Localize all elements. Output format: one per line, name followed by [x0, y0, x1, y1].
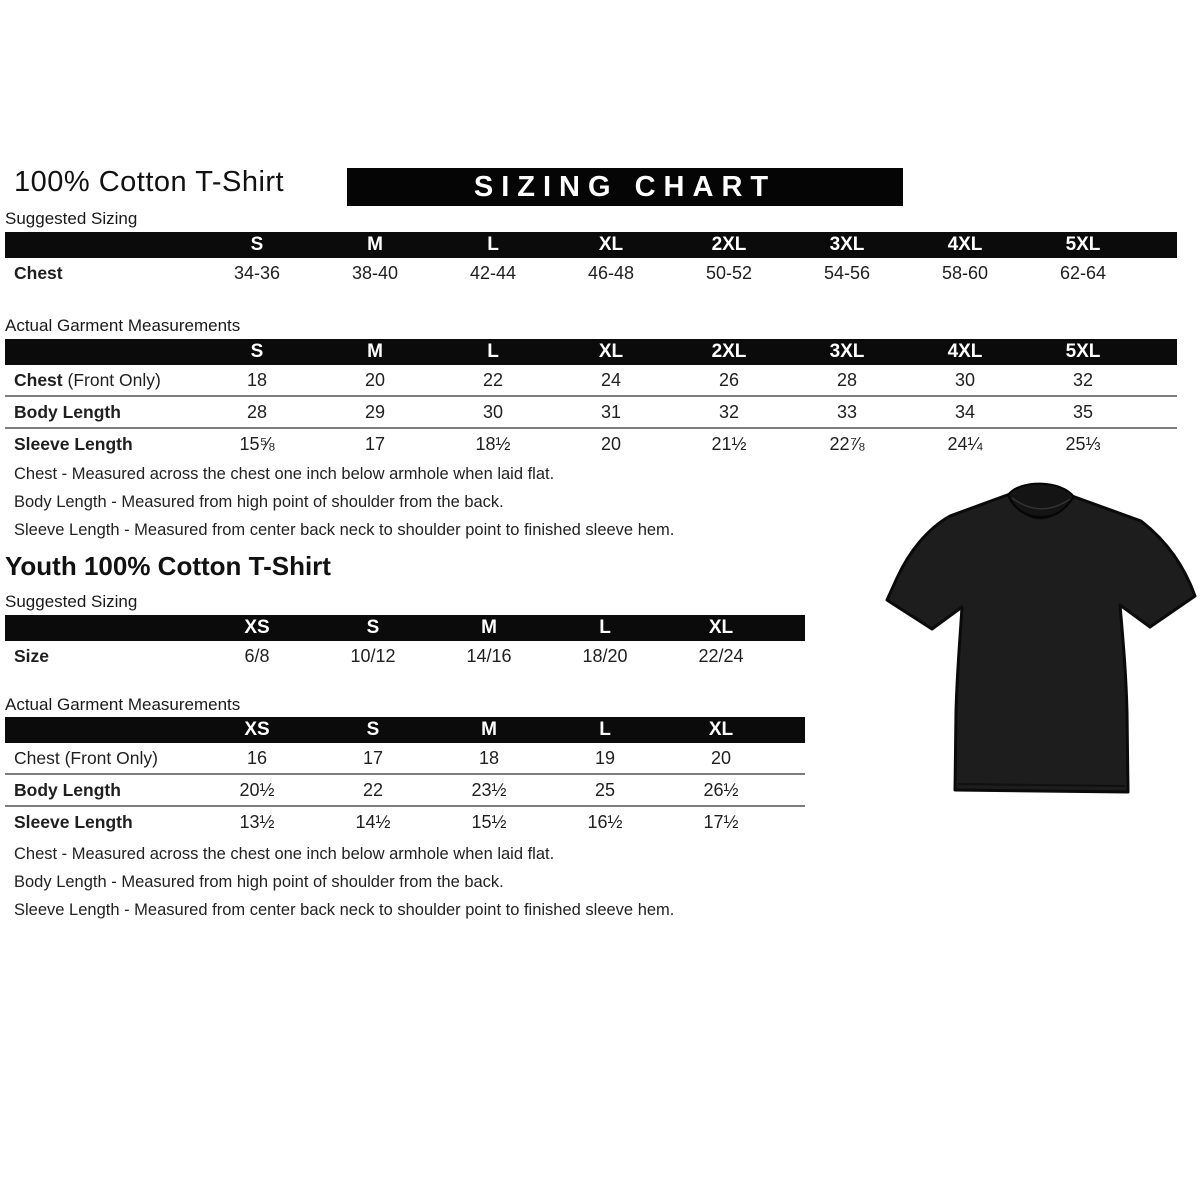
- size-col-header: XL: [552, 232, 670, 258]
- measurement-cell: 24: [600, 369, 622, 390]
- measurement-cell: 30: [954, 369, 976, 390]
- measurement-cell: 15½: [431, 806, 547, 837]
- measurement-cell: 17½: [663, 806, 779, 837]
- youth-section-title: Youth 100% Cotton T-Shirt: [5, 551, 331, 581]
- measurement-cell: 28: [836, 369, 858, 390]
- page-title: 100% Cotton T-Shirt: [14, 166, 285, 198]
- size-col-header: S: [198, 232, 316, 258]
- measurement-cell: 21½: [670, 428, 788, 459]
- size-header-empty: [5, 339, 198, 365]
- row-spacer: [779, 641, 805, 671]
- size-col-header: 5XL: [1024, 232, 1142, 258]
- measurement-cell: 20: [552, 428, 670, 459]
- measurement-cell: 18: [246, 369, 268, 390]
- row-label: [5, 396, 198, 428]
- table-row: [5, 806, 805, 837]
- row-label: [5, 774, 199, 806]
- size-col-header: 3XL: [788, 232, 906, 258]
- measurement-cell: 22/24: [698, 645, 744, 666]
- size-header-empty: [5, 717, 199, 743]
- tshirt-body: [887, 494, 1195, 792]
- measurement-cell: 58-60: [941, 262, 989, 283]
- youth-suggested-table: [5, 615, 805, 671]
- measurement-cell: 15⅝: [198, 428, 316, 459]
- measurement-cell: 22⅞: [788, 428, 906, 459]
- size-col-header: M: [316, 232, 434, 258]
- size-col-header: 2XL: [670, 232, 788, 258]
- adult-actual-table: [5, 339, 1177, 459]
- size-header-row: [5, 232, 1177, 258]
- sizing-chart-banner: [347, 168, 903, 206]
- size-col-header: L: [547, 717, 663, 743]
- size-header-spacer: [779, 615, 805, 641]
- table-row: [5, 641, 805, 671]
- measurement-cell: 46-48: [587, 262, 635, 283]
- measurement-cell: 18/20: [582, 645, 628, 666]
- size-header-row: [5, 615, 805, 641]
- measurement-cell: 26: [718, 369, 740, 390]
- size-col-header: M: [316, 339, 434, 365]
- measurement-cell: 17: [316, 428, 434, 459]
- table-row: [5, 365, 1177, 396]
- row-label-text: Chest: [14, 262, 63, 283]
- row-spacer: [779, 743, 805, 774]
- size-col-header: S: [198, 339, 316, 365]
- size-col-header: 3XL: [788, 339, 906, 365]
- row-label: [5, 806, 199, 837]
- note-line: Body Length - Measured from high point of shoulder from the back.: [14, 493, 504, 511]
- measurement-cell: 35: [1024, 396, 1142, 428]
- size-col-header: XS: [199, 717, 315, 743]
- measurement-cell: 22: [482, 369, 504, 390]
- size-col-header: XL: [552, 339, 670, 365]
- table-row: [5, 428, 1177, 459]
- youth-actual-table: [5, 717, 805, 837]
- youth-measurement-notes: [14, 845, 674, 929]
- measurement-cell: 30: [434, 396, 552, 428]
- youth-actual-heading: Actual Garment Measurements: [5, 695, 241, 714]
- measurement-cell: 18: [478, 747, 500, 768]
- measurement-cell: 31: [552, 396, 670, 428]
- row-label-note: (Front Only): [67, 369, 161, 390]
- row-spacer: [779, 806, 805, 837]
- size-col-header: M: [431, 615, 547, 641]
- adult-actual-heading: Actual Garment Measurements: [5, 316, 241, 335]
- row-label: [5, 428, 198, 459]
- table-row: [5, 258, 1177, 288]
- note-line: Sleeve Length - Measured from center back neck to shoulder point to finished sleeve hem.: [14, 901, 675, 919]
- size-header-spacer: [779, 717, 805, 743]
- size-header-empty: [5, 615, 199, 641]
- measurement-cell: 34-36: [233, 262, 281, 283]
- measurement-cell: 54-56: [823, 262, 871, 283]
- tshirt-photo: [882, 472, 1200, 810]
- note-line: Sleeve Length - Measured from center back neck to shoulder point to finished sleeve hem.: [14, 521, 675, 539]
- adult-suggested-heading: Suggested Sizing: [5, 209, 138, 228]
- row-spacer: [1142, 396, 1177, 428]
- row-spacer: [1142, 428, 1177, 459]
- measurement-cell: 50-52: [705, 262, 753, 283]
- size-col-header: 2XL: [670, 339, 788, 365]
- size-col-header: L: [434, 232, 552, 258]
- measurement-cell: 20: [710, 747, 732, 768]
- youth-suggested-heading: Suggested Sizing: [5, 592, 138, 611]
- measurement-cell: 16½: [547, 806, 663, 837]
- tshirt-graphic: [882, 472, 1200, 810]
- row-label-text: Body Length: [14, 779, 121, 800]
- adult-measurement-notes: [14, 465, 674, 549]
- sizing-chart-banner-label: SIZING CHART: [473, 170, 777, 203]
- size-col-header: S: [315, 615, 431, 641]
- measurement-cell: 23½: [431, 774, 547, 806]
- table-row: [5, 743, 805, 774]
- size-header-spacer: [1142, 232, 1177, 258]
- row-label-text: Body Length: [14, 401, 121, 422]
- row-label-text: Chest: [14, 747, 60, 768]
- row-spacer: [1142, 258, 1177, 288]
- measurement-cell: 32: [670, 396, 788, 428]
- measurement-cell: 62-64: [1059, 262, 1107, 283]
- size-col-header: S: [315, 717, 431, 743]
- row-label-text: Sleeve Length: [14, 433, 133, 454]
- measurement-cell: 20½: [199, 774, 315, 806]
- measurement-cell: 16: [246, 747, 268, 768]
- measurement-cell: 18½: [434, 428, 552, 459]
- size-col-header: XL: [663, 717, 779, 743]
- measurement-cell: 22: [315, 774, 431, 806]
- row-label-text: Size: [14, 645, 50, 666]
- row-label-text: Chest: [14, 369, 63, 390]
- size-col-header: M: [431, 717, 547, 743]
- row-label: [5, 641, 199, 671]
- measurement-cell: 33: [788, 396, 906, 428]
- measurement-cell: 25⅓: [1024, 428, 1142, 459]
- row-label: [5, 365, 198, 396]
- adult-suggested-table: [5, 232, 1177, 288]
- measurement-cell: 32: [1072, 369, 1094, 390]
- size-col-header: 4XL: [906, 339, 1024, 365]
- row-label: [5, 743, 199, 774]
- note-line: Body Length - Measured from high point of shoulder from the back.: [14, 873, 504, 891]
- size-col-header: 4XL: [906, 232, 1024, 258]
- row-label: [5, 258, 198, 288]
- measurement-cell: 17: [362, 747, 384, 768]
- measurement-cell: 10/12: [350, 645, 396, 666]
- measurement-cell: 14/16: [466, 645, 512, 666]
- row-spacer: [1142, 365, 1177, 396]
- row-label-text: Sleeve Length: [14, 811, 133, 832]
- measurement-cell: 24¼: [906, 428, 1024, 459]
- size-header-row: [5, 339, 1177, 365]
- size-header-empty: [5, 232, 198, 258]
- measurement-cell: 38-40: [351, 262, 399, 283]
- measurement-cell: 42-44: [469, 262, 517, 283]
- measurement-cell: 14½: [315, 806, 431, 837]
- measurement-cell: 34: [906, 396, 1024, 428]
- size-col-header: L: [547, 615, 663, 641]
- measurement-cell: 26½: [663, 774, 779, 806]
- measurement-cell: 6/8: [244, 645, 270, 666]
- table-row: [5, 774, 805, 806]
- note-line: Chest - Measured across the chest one inch below armhole when laid flat.: [14, 845, 555, 863]
- size-col-header: 5XL: [1024, 339, 1142, 365]
- size-col-header: L: [434, 339, 552, 365]
- note-line: Chest - Measured across the chest one inch below armhole when laid flat.: [14, 465, 555, 483]
- row-spacer: [779, 774, 805, 806]
- measurement-cell: 13½: [199, 806, 315, 837]
- size-header-spacer: [1142, 339, 1177, 365]
- measurement-cell: 28: [198, 396, 316, 428]
- measurement-cell: 20: [364, 369, 386, 390]
- size-header-row: [5, 717, 805, 743]
- row-label-note: (Front Only): [64, 747, 158, 768]
- measurement-cell: 19: [594, 747, 616, 768]
- measurement-cell: 29: [316, 396, 434, 428]
- size-col-header: XS: [199, 615, 315, 641]
- table-row: [5, 396, 1177, 428]
- measurement-cell: 25: [547, 774, 663, 806]
- size-col-header: XL: [663, 615, 779, 641]
